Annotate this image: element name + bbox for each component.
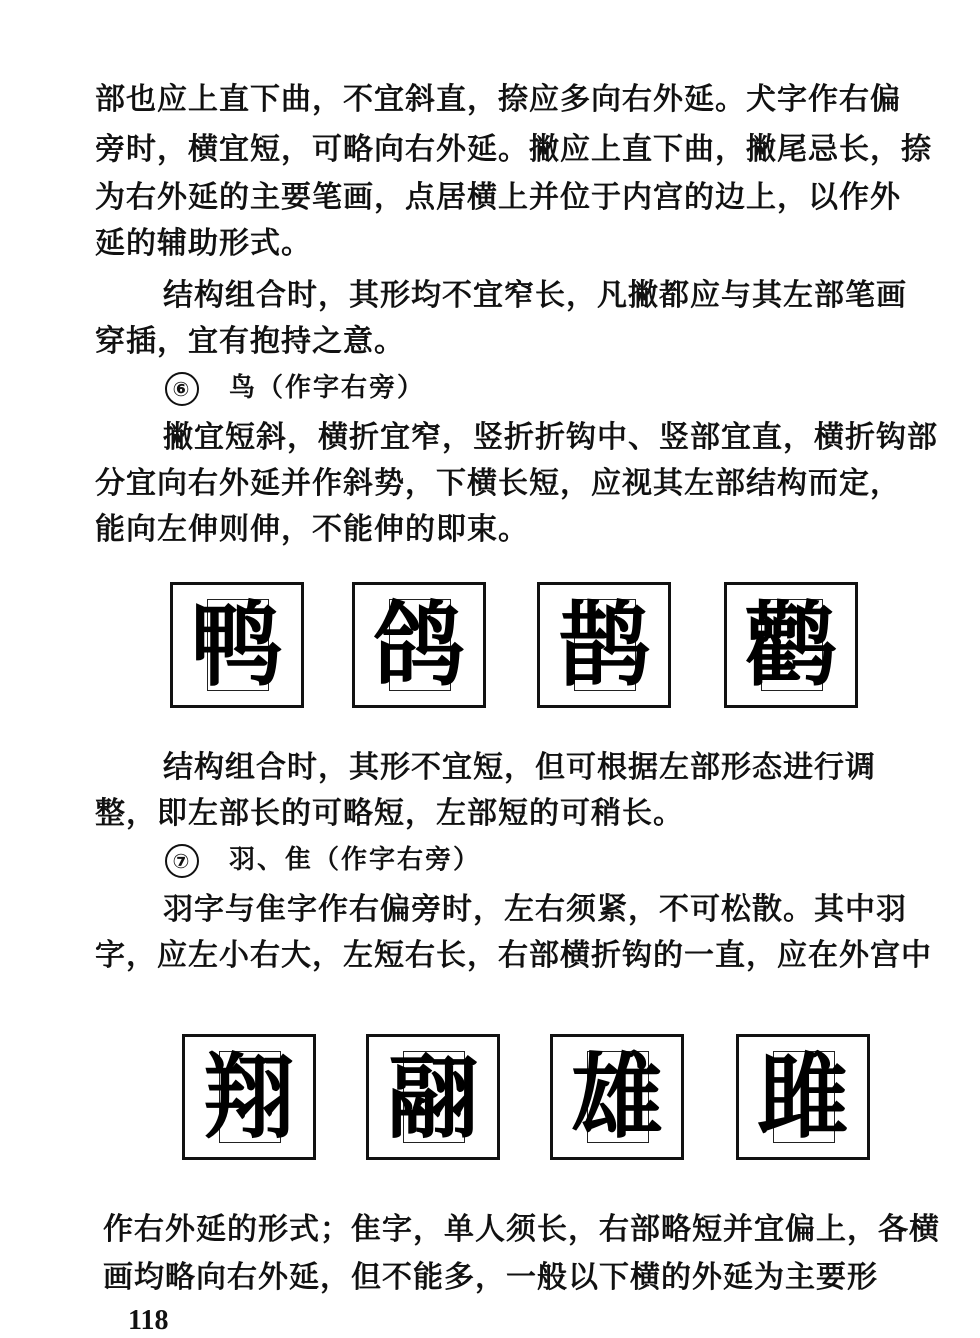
section-title: 羽、隹（作字右旁） <box>229 845 482 875</box>
example-char: 雄 <box>570 1043 663 1151</box>
text-line: 为右外延的主要笔画，点居横上并位于内宫的边上，以作外 <box>95 180 901 215</box>
page-number: 118 <box>128 1305 169 1336</box>
text-line: 旁时，横宜短，可略向右外延。撇应上直下曲，撇尾忌长，捺 <box>95 132 932 167</box>
section-title: 鸟（作字右旁） <box>229 373 426 403</box>
text-line: 整，即左部长的可略短，左部短的可稍长。 <box>95 796 684 831</box>
example-char-box <box>724 582 858 708</box>
text-line: 能向左伸则伸，不能伸的即束。 <box>95 512 529 547</box>
section-heading-6 <box>165 368 425 408</box>
example-char: 翔 <box>202 1043 295 1151</box>
text-line: 羽字与隹字作右偏旁时，左右须紧，不可松散。其中羽 <box>163 892 907 927</box>
example-char-box <box>537 582 671 708</box>
section-heading-7 <box>165 840 481 880</box>
example-char: 鸭 <box>190 591 283 699</box>
section-number: ⑦ <box>165 844 199 878</box>
example-char-box <box>550 1034 684 1160</box>
text-line: 穿插，宜有抱持之意。 <box>95 324 405 359</box>
section-number: ⑥ <box>165 372 199 406</box>
text-line: 部也应上直下曲，不宜斜直，捺应多向右外延。犬字作右偏 <box>95 82 901 117</box>
example-char-box <box>182 1034 316 1160</box>
example-char: 雎 <box>756 1043 849 1151</box>
example-char: 鸽 <box>372 591 465 699</box>
text-line: 画均略向右外延，但不能多，一般以下横的外延为主要形 <box>103 1260 878 1295</box>
example-char: 翮 <box>386 1043 479 1151</box>
example-char-box <box>352 582 486 708</box>
example-char: 鹊 <box>557 591 650 699</box>
text-line: 字，应左小右大，左短右长，右部横折钩的一直，应在外宫中 <box>95 938 932 973</box>
text-line: 分宜向右外延并作斜势，下横长短，应视其左部结构而定， <box>95 466 901 501</box>
text-line: 撇宜短斜，横折宜窄，竖折折钩中、竖部宜直，横折钩部 <box>163 420 938 455</box>
text-line: 延的辅助形式。 <box>95 226 312 261</box>
text-line: 结构组合时，其形不宜短，但可根据左部形态进行调 <box>163 750 876 785</box>
example-char-box <box>736 1034 870 1160</box>
text-line: 结构组合时，其形均不宜窄长，凡撇都应与其左部笔画 <box>163 278 907 313</box>
example-char-box <box>170 582 304 708</box>
example-char-box <box>366 1034 500 1160</box>
text-line: 作右外延的形式；隹字，单人须长，右部略短并宜偏上，各横 <box>103 1212 940 1247</box>
example-char: 鹳 <box>744 591 837 699</box>
